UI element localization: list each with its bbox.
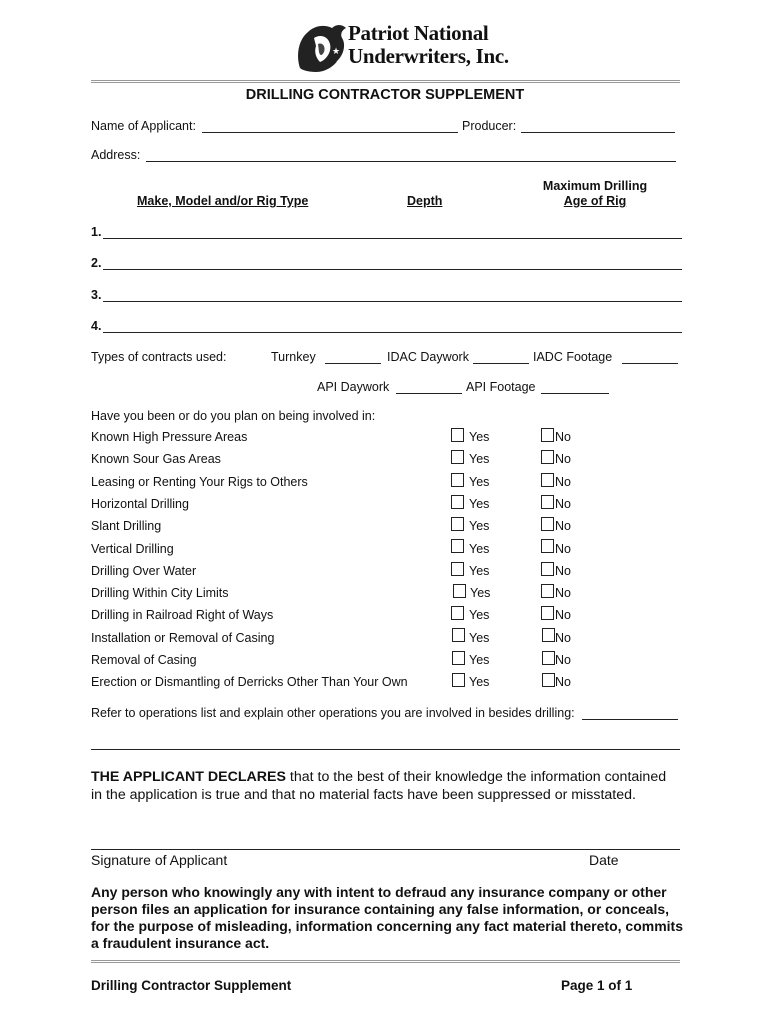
yes-label: Yes [469, 608, 490, 622]
question-label: Known High Pressure Areas [91, 430, 248, 444]
question-row [0, 670, 770, 692]
fraud-warning: Any person who knowingly any with intent to defraud any insurance company or other person files an application for insurance containing any false information, or conceals, for the purpose of misleading, information concerning any fact material thereto, commits a fraudulent insurance act. [91, 884, 683, 951]
api-daywork-label: API Daywork [317, 380, 390, 394]
question-list [0, 428, 770, 698]
col-max-header-1: Maximum Drilling [542, 179, 648, 193]
declaration-rest: that to the best of their knowledge the information contained in the application is true and that no material facts have been suppressed or misstated. [91, 769, 667, 803]
footer-title: Drilling Contractor Supplement [91, 978, 292, 993]
rig-row-line[interactable] [103, 332, 682, 333]
no-checkbox[interactable] [541, 428, 554, 442]
no-label: No [555, 497, 571, 511]
rig-row-number: 3. [91, 288, 102, 302]
producer-label: Producer: [462, 119, 517, 133]
producer-field[interactable] [521, 132, 675, 133]
no-checkbox[interactable] [541, 562, 554, 576]
no-label: No [555, 653, 571, 667]
question-row [0, 560, 770, 582]
rig-row-number: 2. [91, 256, 102, 270]
turnkey-field[interactable] [325, 363, 381, 364]
yes-label: Yes [469, 497, 490, 511]
yes-checkbox[interactable] [451, 495, 464, 509]
yes-label: Yes [469, 452, 490, 466]
no-label: No [555, 675, 571, 689]
page-title: DRILLING CONTRACTOR SUPPLEMENT [245, 87, 525, 103]
address-field[interactable] [146, 161, 676, 162]
no-checkbox[interactable] [541, 539, 554, 553]
no-label: No [555, 452, 571, 466]
yes-label: Yes [469, 653, 490, 667]
page-number: Page 1 of 1 [561, 978, 633, 993]
no-label: No [555, 631, 571, 645]
rig-row-number: 4. [91, 319, 102, 333]
question-row [0, 494, 770, 516]
yes-checkbox[interactable] [453, 584, 466, 598]
question-label: Leasing or Renting Your Rigs to Others [91, 475, 308, 489]
operations-field-inline[interactable] [582, 719, 678, 720]
declaration-text [91, 768, 681, 804]
no-label: No [555, 430, 571, 444]
question-label: Drilling Over Water [91, 564, 197, 578]
turnkey-label: Turnkey [271, 350, 316, 364]
yes-checkbox[interactable] [451, 562, 464, 576]
question-row [0, 516, 770, 538]
api-footage-field[interactable] [541, 393, 609, 394]
idac-daywork-field[interactable] [473, 363, 529, 364]
no-label: No [555, 608, 571, 622]
question-label: Drilling Within City Limits [91, 586, 229, 600]
question-row [0, 604, 770, 626]
api-footage-label: API Footage [466, 380, 536, 394]
no-checkbox[interactable] [541, 495, 554, 509]
no-checkbox[interactable] [541, 450, 554, 464]
question-label: Erection or Dismantling of Derricks Other Than Your Own [91, 675, 408, 689]
yes-checkbox[interactable] [451, 517, 464, 531]
operations-note: Refer to operations list and explain other operations you are involved in besides drilling: [91, 706, 575, 720]
yes-label: Yes [469, 475, 490, 489]
no-label: No [555, 542, 571, 556]
col-max-header-2: Age of Rig [563, 194, 627, 208]
question-row [0, 450, 770, 472]
name-of-applicant-field[interactable] [202, 132, 458, 133]
yes-label: Yes [469, 631, 490, 645]
question-row [0, 472, 770, 494]
no-checkbox[interactable] [542, 673, 555, 687]
yes-label: Yes [470, 586, 491, 600]
svg-text:★: ★ [336, 58, 343, 66]
address-label: Address: [91, 148, 141, 162]
yes-checkbox[interactable] [451, 428, 464, 442]
signature-label: Signature of Applicant [91, 852, 228, 868]
company-logo [292, 16, 509, 76]
yes-label: Yes [469, 430, 490, 444]
question-row [0, 582, 770, 604]
no-label: No [555, 519, 571, 533]
question-row [0, 428, 770, 450]
question-label: Drilling in Railroad Right of Ways [91, 608, 274, 622]
no-checkbox[interactable] [541, 606, 554, 620]
question-label: Removal of Casing [91, 653, 197, 667]
question-label: Vertical Drilling [91, 542, 174, 556]
name-of-applicant-label: Name of Applicant: [91, 119, 196, 133]
no-checkbox[interactable] [541, 473, 554, 487]
no-checkbox[interactable] [541, 584, 554, 598]
contracts-label: Types of contracts used: [91, 350, 227, 364]
no-label: No [555, 564, 571, 578]
rig-row-number: 1. [91, 225, 102, 239]
no-checkbox[interactable] [541, 517, 554, 531]
iadc-footage-field[interactable] [622, 363, 678, 364]
question-label: Slant Drilling [91, 519, 162, 533]
col-depth-header: Depth [407, 194, 443, 208]
yes-label: Yes [469, 519, 490, 533]
operations-field-line[interactable] [91, 749, 680, 750]
rig-row-line[interactable] [103, 301, 682, 302]
logo-line2: Underwriters, Inc. [348, 44, 509, 68]
yes-checkbox[interactable] [452, 628, 465, 642]
question-row [0, 648, 770, 670]
api-daywork-field[interactable] [396, 393, 462, 394]
question-label: Horizontal Drilling [91, 497, 189, 511]
no-checkbox[interactable] [542, 651, 555, 665]
yes-checkbox[interactable] [451, 539, 464, 553]
no-label: No [555, 475, 571, 489]
date-label: Date [589, 852, 619, 868]
yes-checkbox[interactable] [452, 651, 465, 665]
yes-checkbox[interactable] [451, 450, 464, 464]
col-make-header: Make, Model and/or Rig Type [137, 194, 309, 208]
yes-label: Yes [469, 542, 490, 556]
idac-daywork-label: IDAC Daywork [387, 350, 469, 364]
question-row [0, 538, 770, 560]
questions-intro: Have you been or do you plan on being involved in: [91, 409, 376, 423]
header-divider [91, 80, 680, 83]
iadc-footage-label: IADC Footage [533, 350, 613, 364]
question-row [0, 626, 770, 648]
question-label: Known Sour Gas Areas [91, 452, 221, 466]
yes-checkbox[interactable] [451, 606, 464, 620]
question-label: Installation or Removal of Casing [91, 631, 275, 645]
rig-row-line[interactable] [103, 269, 682, 270]
patriot-emblem-icon [292, 18, 350, 76]
logo-line1: Patriot National [348, 21, 489, 45]
footer-divider [91, 960, 680, 963]
yes-label: Yes [469, 675, 490, 689]
no-checkbox[interactable] [542, 628, 555, 642]
rig-row-line[interactable] [103, 238, 682, 239]
yes-checkbox[interactable] [452, 673, 465, 687]
signature-line[interactable] [91, 849, 680, 850]
declaration-bold: THE APPLICANT DECLARES [91, 769, 286, 785]
yes-checkbox[interactable] [451, 473, 464, 487]
svg-text:★: ★ [332, 47, 341, 57]
yes-label: Yes [469, 564, 490, 578]
no-label: No [555, 586, 571, 600]
